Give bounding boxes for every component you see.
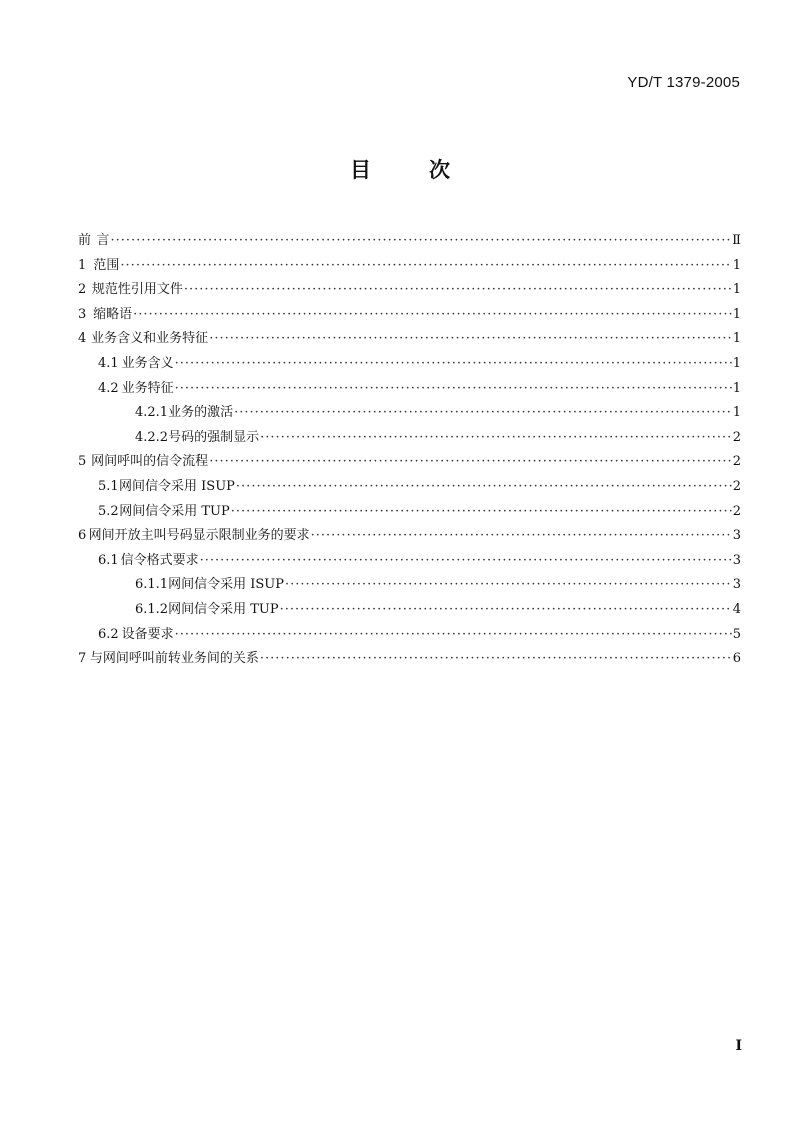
dot-leader: [209, 331, 732, 346]
dot-leader: [111, 233, 732, 248]
page-title: [0, 154, 800, 184]
toc-entry-5[interactable]: [78, 450, 741, 475]
toc-entry-number: 5.1: [98, 478, 119, 494]
toc-entry-page: 1: [732, 257, 741, 273]
toc-entry-number: 4.2: [98, 380, 119, 396]
toc-entry-number: 4.2.2: [135, 429, 169, 445]
toc-entry-number: 4.1: [98, 355, 119, 371]
dot-leader: [260, 651, 732, 666]
toc-entry-number: 2: [78, 282, 87, 298]
toc-entry-title: 网间信令采用 TUP: [119, 503, 230, 519]
toc-entry-title: 业务的激活: [168, 405, 234, 421]
toc-entry-title: 信令格式要求: [120, 552, 199, 568]
toc-entry-6[interactable]: [78, 524, 741, 549]
toc-entry-title: 业务含义和业务特征: [91, 331, 209, 347]
toc-entry-number: 6: [78, 528, 87, 544]
dot-leader: [133, 307, 732, 322]
dot-leader: [120, 258, 731, 273]
toc-entry-number: 5: [78, 454, 87, 470]
toc-entry-title: 网间呼叫的信令流程: [91, 454, 209, 470]
toc-entry-6-1[interactable]: [78, 549, 741, 574]
toc-entry-number: 7: [78, 651, 87, 667]
dot-leader: [260, 430, 732, 445]
toc-entry-title: 网间信令采用 TUP: [168, 601, 279, 617]
toc-entry-number: 4: [78, 331, 87, 347]
toc-entry-4[interactable]: [78, 327, 741, 352]
toc-entry-7[interactable]: [78, 647, 741, 672]
footer-page-number: I: [735, 1038, 742, 1054]
toc-entry-6-1-1[interactable]: [78, 573, 741, 598]
toc-entry-page: 3: [732, 552, 741, 568]
toc-entry-number: 4.2.1: [135, 405, 169, 421]
dot-leader: [200, 553, 732, 568]
toc-entry-4-2-2[interactable]: [78, 426, 741, 451]
title-char-2: 次: [429, 158, 450, 182]
toc-entry-title: 缩略语: [93, 306, 133, 322]
toc-entry-number: 6.1.1: [135, 577, 169, 593]
toc-entry-number: 5.2: [98, 503, 119, 519]
dot-leader: [175, 381, 732, 396]
toc-entry-2[interactable]: [78, 278, 741, 303]
toc-entry-title: 言: [96, 233, 110, 248]
toc-entry-3[interactable]: [78, 303, 741, 328]
toc-entry-page: 2: [732, 478, 741, 494]
toc-entry-number: 6.1: [98, 552, 119, 568]
toc-entry-title: 网间信令采用 ISUP: [168, 577, 284, 593]
toc-entry-page: 1: [732, 405, 741, 421]
toc-entry-number: 6.2: [98, 626, 119, 642]
toc-entry-page: Ⅱ: [732, 233, 741, 248]
toc-entry-page: 4: [732, 601, 741, 617]
toc-entry-1[interactable]: [78, 254, 741, 279]
toc-entry-page: 1: [732, 282, 741, 298]
title-char-1: 目: [350, 158, 371, 182]
toc-entry-title: 设备要求: [121, 626, 174, 642]
document-code: YD/T 1379-2005: [627, 74, 740, 91]
toc-entry-4-2-1[interactable]: [78, 401, 741, 426]
dot-leader: [311, 528, 732, 543]
toc-entry-page: 5: [732, 626, 741, 642]
toc-entry-number: 1: [78, 257, 87, 273]
toc-entry-page: 2: [732, 503, 741, 519]
dot-leader: [234, 405, 732, 420]
dot-leader: [209, 454, 732, 469]
toc-entry-4-1[interactable]: [78, 352, 741, 377]
toc-entry-page: 2: [732, 454, 741, 470]
toc-entry-page: 3: [732, 577, 741, 593]
toc-entry-page: 3: [732, 528, 741, 544]
toc-entry-title: 与网间呼叫前转业务间的关系: [89, 651, 259, 667]
toc-entry-foreword[interactable]: [78, 229, 741, 254]
table-of-contents: [78, 229, 741, 672]
dot-leader: [236, 479, 732, 494]
toc-entry-title: 范围: [93, 257, 120, 273]
toc-entry-page: 2: [732, 429, 741, 445]
dot-leader: [280, 602, 732, 617]
dot-leader: [175, 627, 732, 642]
toc-entry-5-1[interactable]: [78, 475, 741, 500]
toc-entry-title: 业务特征: [121, 380, 174, 396]
dot-leader: [231, 504, 732, 519]
toc-entry-number: 6.1.2: [135, 601, 169, 617]
toc-entry-title: 业务含义: [121, 355, 174, 371]
dot-leader: [285, 577, 732, 592]
toc-entry-4-2[interactable]: [78, 377, 741, 402]
dot-leader: [184, 282, 732, 297]
toc-entry-page: 1: [732, 306, 741, 322]
toc-entry-page: 1: [732, 380, 741, 396]
toc-entry-6-2[interactable]: [78, 623, 741, 648]
dot-leader: [175, 356, 732, 371]
toc-entry-number: 前: [78, 233, 92, 248]
toc-entry-title: 网间开放主叫号码显示限制业务的要求: [88, 528, 310, 544]
toc-entry-page: 1: [732, 331, 741, 347]
toc-entry-page: 1: [732, 355, 741, 371]
toc-entry-title: 网间信令采用 ISUP: [119, 478, 235, 494]
toc-entry-title: 号码的强制显示: [168, 429, 260, 445]
toc-entry-5-2[interactable]: [78, 500, 741, 525]
toc-entry-page: 6: [732, 651, 741, 667]
toc-entry-title: 规范性引用文件: [91, 282, 183, 298]
toc-entry-6-1-2[interactable]: [78, 598, 741, 623]
toc-entry-number: 3: [78, 306, 87, 322]
